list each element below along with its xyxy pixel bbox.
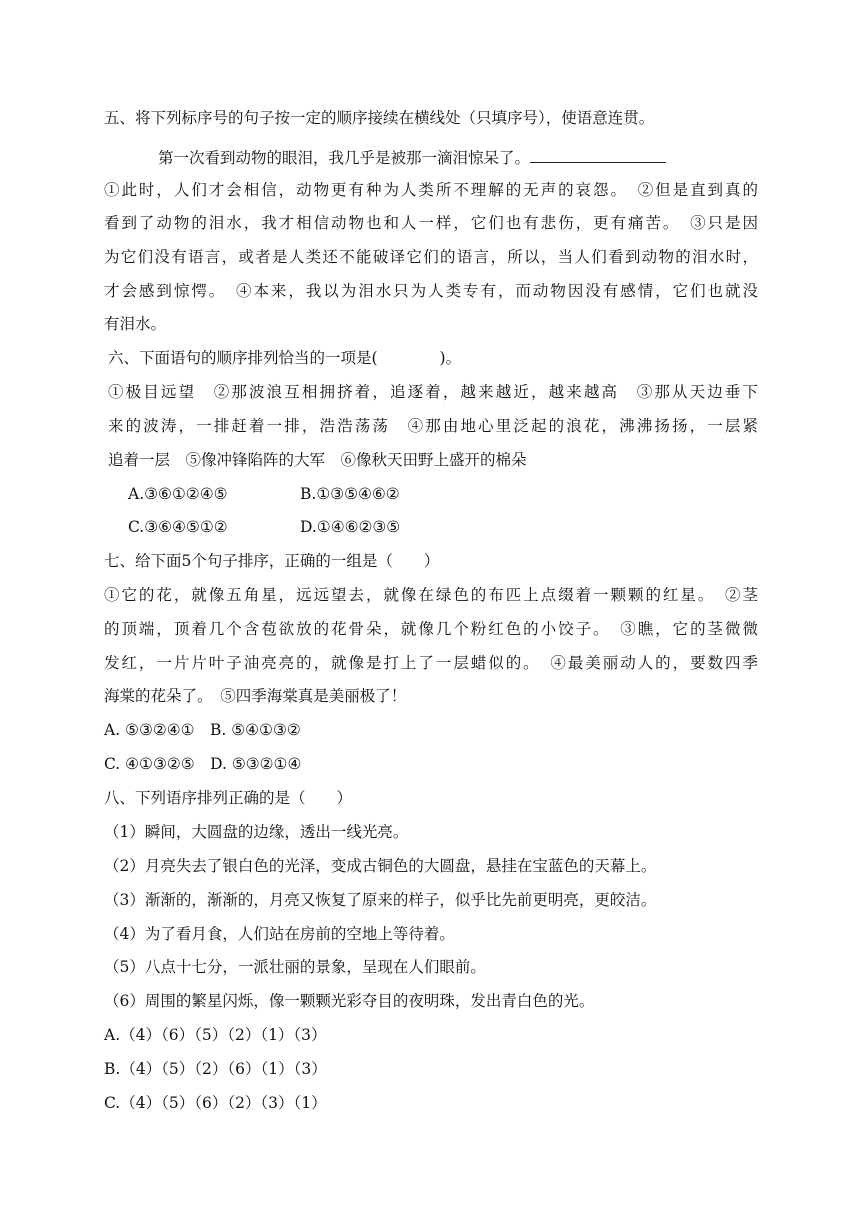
section8-option-c: C.（4）（5）（6）（2）（3）（1） — [104, 1094, 327, 1112]
section8-option-a: A.（4）（6）（5）（2）（1）（3） — [104, 1026, 327, 1044]
section6-option-c: C.③⑥④⑤①② — [128, 518, 228, 536]
section5-line-5: 有泪水。 — [104, 315, 167, 333]
section6-line-2: 来的波涛，一排赶着一排，浩浩荡荡 ④那由地心里泛起的浪花，沸沸扬扬，一层紧 — [108, 417, 758, 435]
section7-options-ab: A. ⑤③②④① B. ⑤④①③② — [104, 721, 301, 739]
section6-line-1: ①极目远望 ②那波浪互相拥挤着，追逐着，越来越近，越来越高 ③那从天边垂下 — [108, 383, 758, 401]
section8-item-6: （6）周围的繁星闪烁，像一颗颗光彩夺目的夜明珠，发出青白色的光。 — [104, 992, 595, 1010]
section7-line-4: 海棠的花朵了。 ⑤四季海棠真是美丽极了！ — [104, 687, 407, 705]
answer-blank[interactable] — [530, 146, 666, 163]
section8-option-b: B.（4）（5）（2）（6）（1）（3） — [104, 1060, 327, 1078]
section7-options-cd: C. ④①③②⑤ D. ⑤③②①④ — [104, 755, 302, 773]
section8-title: 八、下列语序排列正确的是（ ） — [104, 789, 353, 807]
section7-line-2: 的顶端，顶着几个含苞欲放的花骨朵，就像几个粉红色的小饺子。 ③瞧，它的茎微微 — [104, 620, 758, 638]
section7-line-3: 发红，一片片叶子油亮亮的，就像是打上了一层蜡似的。 ④最美丽动人的，要数四季 — [104, 654, 758, 672]
section5-line-2: 看到了动物的泪水，我才相信动物也和人一样，它们也有悲伤，更有痛苦。 ③只是因 — [104, 214, 758, 232]
section5-title: 五、将下列标序号的句子按一定的顺序接续在横线处（只填序号），使语意连贯。 — [104, 109, 655, 127]
section8-item-3: （3）渐渐的，渐渐的，月亮又恢复了原来的样子，似乎比先前更明亮，更皎洁。 — [104, 891, 657, 909]
section6-line-3: 追着一层 ⑤像冲锋陷阵的大军 ⑥像秋天田野上盛开的棉朵 — [108, 451, 527, 469]
section7-line-1: ①它的花，就像五角星，远远望去，就像在绿色的布匹上点缀着一颗颗的红星。 ②茎 — [104, 586, 758, 604]
section5-line-4: 才会感到惊愕。 ④本来，我以为泪水只为人类专有，而动物因没有感情，它们也就没 — [104, 282, 758, 300]
section8-item-4: （4）为了看月食，人们站在房前的空地上等待着。 — [104, 925, 455, 943]
section8-item-2: （2）月亮失去了银白色的光泽，变成古铜色的大圆盘，悬挂在宝蓝色的天幕上。 — [104, 857, 657, 875]
section5-line-3: 为它们没有语言，或者是人类还不能破译它们的语言，所以，当人们看到动物的泪水时， — [104, 248, 758, 266]
section8-item-5: （5）八点十七分，一派壮丽的景象，呈现在人们眼前。 — [104, 958, 486, 976]
section8-item-1: （1）瞬间，大圆盘的边缘，透出一线光亮。 — [104, 823, 409, 841]
section5-lead-text: 第一次看到动物的眼泪，我几乎是被那一滴泪惊呆了。 — [158, 149, 531, 167]
section6-title: 六、下面语句的顺序排列恰当的一项是( )。 — [108, 349, 462, 367]
section6-option-b: B.①③⑤④⑥② — [300, 485, 400, 503]
section5-line-1: ①此时，人们才会相信，动物更有种为人类所不理解的无声的哀怨。 ②但是直到真的 — [104, 181, 758, 199]
section5-lead — [158, 146, 666, 168]
section6-option-a: A.③⑥①②④⑤ — [128, 485, 228, 503]
section7-title: 七、给下面5个句子排序，正确的一组是（ ） — [104, 552, 440, 570]
section6-option-d: D.①④⑥②③⑤ — [300, 518, 401, 536]
